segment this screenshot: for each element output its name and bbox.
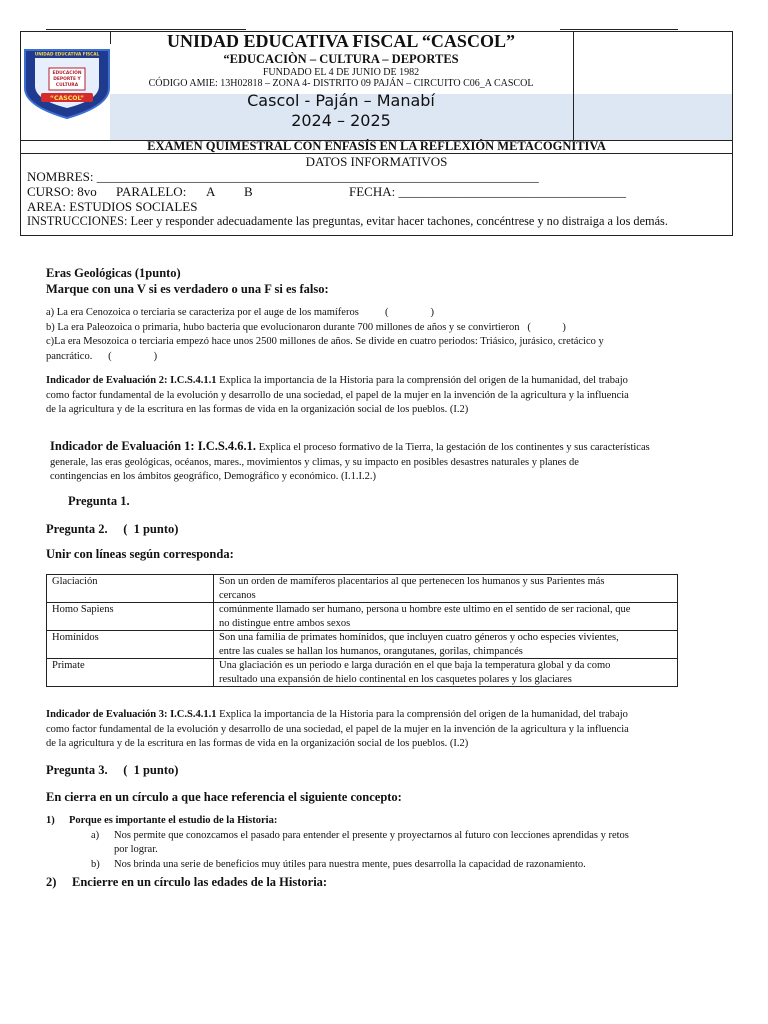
definition-line: Una glaciación es un periodo e larga duración en el que baja la temperatura global y da como [219,660,611,671]
svg-text:EDUCACIÓN: EDUCACIÓN [52,71,82,76]
indicator-2-text: como factor fundamental de la evolución y desarrollo de una sociedad, el papel de la mujer en la invención de la agricultura y la influencia [46,389,629,401]
indicator-3-text: Explica la importancia de la Historia para la comprensión del origen de la humanidad, del trabajo [216,709,628,720]
exam-title: EXAMEN QUIMESTRAL CON ENFASÍS EN LA REFLEXIÓN METACOGNITIVA [147,139,606,153]
list-item[interactable]: a) La era Cenozoica o terciaria se caracteriza por el auge de los mamíferos ( ) [46,307,435,318]
definition-line: cercanos [219,589,256,601]
question-2-instruction: Unir con líneas según corresponda: [46,547,234,561]
student-name-field[interactable]: NOMBRES: ____________________________________________________________________ [27,169,539,184]
indicator-2-label: Indicador de Evaluación 2: I.C.S.4.1.1 [46,375,217,386]
course-label: CURSO: 8vo [27,184,97,199]
question-3-instruction: En cierra en un círculo a que hace referencia el siguiente concepto: [46,790,402,804]
indicator-2 [46,374,629,418]
indicator-3-text: como factor fundamental de la evolución y desarrollo de una sociedad, el papel de la mujer en la invención de la agricultura y la influencia [46,723,629,735]
definition-cell[interactable] [214,659,678,687]
question-3-item-2: Encierre en un círculo las edades de la Historia: [72,875,328,889]
question-1-title: Pregunta 1. [68,494,130,508]
school-year: 2024 – 2025 [291,111,391,130]
school-motto: “EDUCACIÒN – CULTURA – DEPORTES [223,52,459,66]
paralelo-label: PARALELO: [116,184,187,199]
school-logo [19,40,115,120]
option-a-text[interactable]: Nos permite que conozcamos el pasado para entender el presente y proyectarnos al futuro con lecciones aprendidas y retos [114,830,629,841]
indicator-1-label: Indicador de Evaluación 1: I.C.S.4.6.1. [50,439,257,453]
indicator-1-text: generale, las eras geológicas, océanos, mares., movimientos y climas, y su impacto en posibles desastres naturales y planes de [50,456,579,468]
question-3-title: Pregunta 3. ( 1 punto) [46,763,179,777]
question-2-title: Pregunta 2. ( 1 punto) [46,522,179,536]
svg-text:DEPORTE Y: DEPORTE Y [53,77,81,82]
paralelo-option-a[interactable]: A [206,184,216,199]
eras-instruction: Marque con una V si es verdadero o una F si es falso: [46,282,329,296]
term-cell[interactable]: Homo Sapiens [47,603,214,631]
area-label: AREA: ESTUDIOS SOCIALES [27,199,198,214]
definition-line: resultado una expansión de hielo continental en los casquetes polares y los glaciares [219,673,572,685]
question-3-item-1: Porque es importante el estudio de la Historia: [69,815,278,826]
school-name: UNIDAD EDUCATIVA FISCAL “CASCOL” [167,31,515,51]
paralelo-option-b[interactable]: B [244,184,253,199]
location-title: Cascol - Paján – Manabí [247,91,435,110]
indicator-2-text: Explica la importancia de la Historia para la comprensión del origen de la humanidad, del trabajo [216,375,628,386]
table-row [47,631,678,659]
instructions: INSTRUCCIONES: Leer y responder adecuadamente las preguntas, evitar hacer tachones, concéntrese y no distraiga a los demás. [27,214,668,228]
founded-date: FUNDADO EL 4 DE JUNIO DE 1982 [262,67,420,78]
indicator-1-text: Explica el proceso formativo de la Tierra, la gestación de los continentes y sus características [256,442,650,453]
definition-line: Son un orden de mamíferos placentarios al que pertenecen los humanos y sus Parientes más [219,576,605,587]
definition-cell[interactable] [214,631,678,659]
item-number: 2) [46,875,57,889]
list-item[interactable]: c)La era Mesozoica o terciaria empezó hace unos 2500 millones de años. Se divide en cuatro periodos: Triásico, jurásico, cretácico y [46,336,604,348]
option-label-a[interactable]: a) [91,830,100,841]
definition-line: Son una familia de primates homínidos, que incluyen cuatro géneros y ocho especies vivientes, [219,632,619,643]
indicator-1 [50,439,650,485]
indicator-3 [46,708,629,752]
top-rule-right [560,29,678,30]
svg-text:“CASCOL”: “CASCOL” [49,95,85,102]
right-band [574,94,732,140]
option-label-b[interactable]: b) [91,859,100,870]
eras-title: Eras Geológicas (1punto) [46,266,181,280]
definition-cell[interactable] [214,575,678,603]
list-item[interactable]: b) La era Paleozoica o primaria, hubo bacteria que evolucionaron durante 700 millones de años y se convirtieron ( ) [46,321,566,333]
right-divider [573,32,574,140]
list-item[interactable]: pancrático. ( ) [46,350,158,362]
top-rule-left [46,29,246,30]
option-b-text[interactable]: Nos brinda una serie de beneficios muy útiles para nuestra mente, pues desarrolla la capacidad de razonamiento. [114,859,586,870]
indicator-3-text: de la agricultura y de la escritura en las formas de vida en la organización social de los pueblos. (I.2) [46,738,469,750]
svg-text:CULTURA: CULTURA [55,83,79,88]
term-cell[interactable]: Homínidos [47,631,214,659]
definition-cell[interactable] [214,603,678,631]
matching-table [46,574,678,687]
definition-line: no distingue entre ambos sexos [219,617,351,629]
term-cell[interactable]: Glaciación [47,575,214,603]
term-cell[interactable]: Primate [47,659,214,687]
svg-text:UNIDAD EDUCATIVA FISCAL: UNIDAD EDUCATIVA FISCAL [34,51,100,57]
section-heading: DATOS INFORMATIVOS [305,154,448,169]
table-row [47,659,678,687]
indicator-3-label: Indicador de Evaluación 3: I.C.S.4.1.1 [46,709,217,720]
table-row [47,575,678,603]
date-field[interactable]: FECHA: ___________________________________ [349,184,626,199]
true-false-list [46,306,604,364]
definition-line: comúnmente llamado ser humano, persona u hombre este ultimo en el sentido de ser racional, que [219,604,631,615]
table-row [47,603,678,631]
item-number: 1) [46,815,55,826]
definition-line: entre las cuales se hallan los humanos, orangutanes, gorilas, chimpancés [219,645,523,657]
indicator-1-text: contingencias en los ámbitos geográfico, Demográfico y económico. (I.1.I.2.) [50,471,376,483]
indicator-2-text: de la agricultura y de la escritura en las formas de vida en la organización social de los pueblos. (I.2) [46,404,469,416]
institution-codes: CÓDIGO AMIE: 13H02818 – ZONA 4- DISTRITO 09 PAJÁN – CIRCUITO C06_A CASCOL [148,78,534,89]
option-a-text[interactable]: por lograr. [114,844,158,855]
